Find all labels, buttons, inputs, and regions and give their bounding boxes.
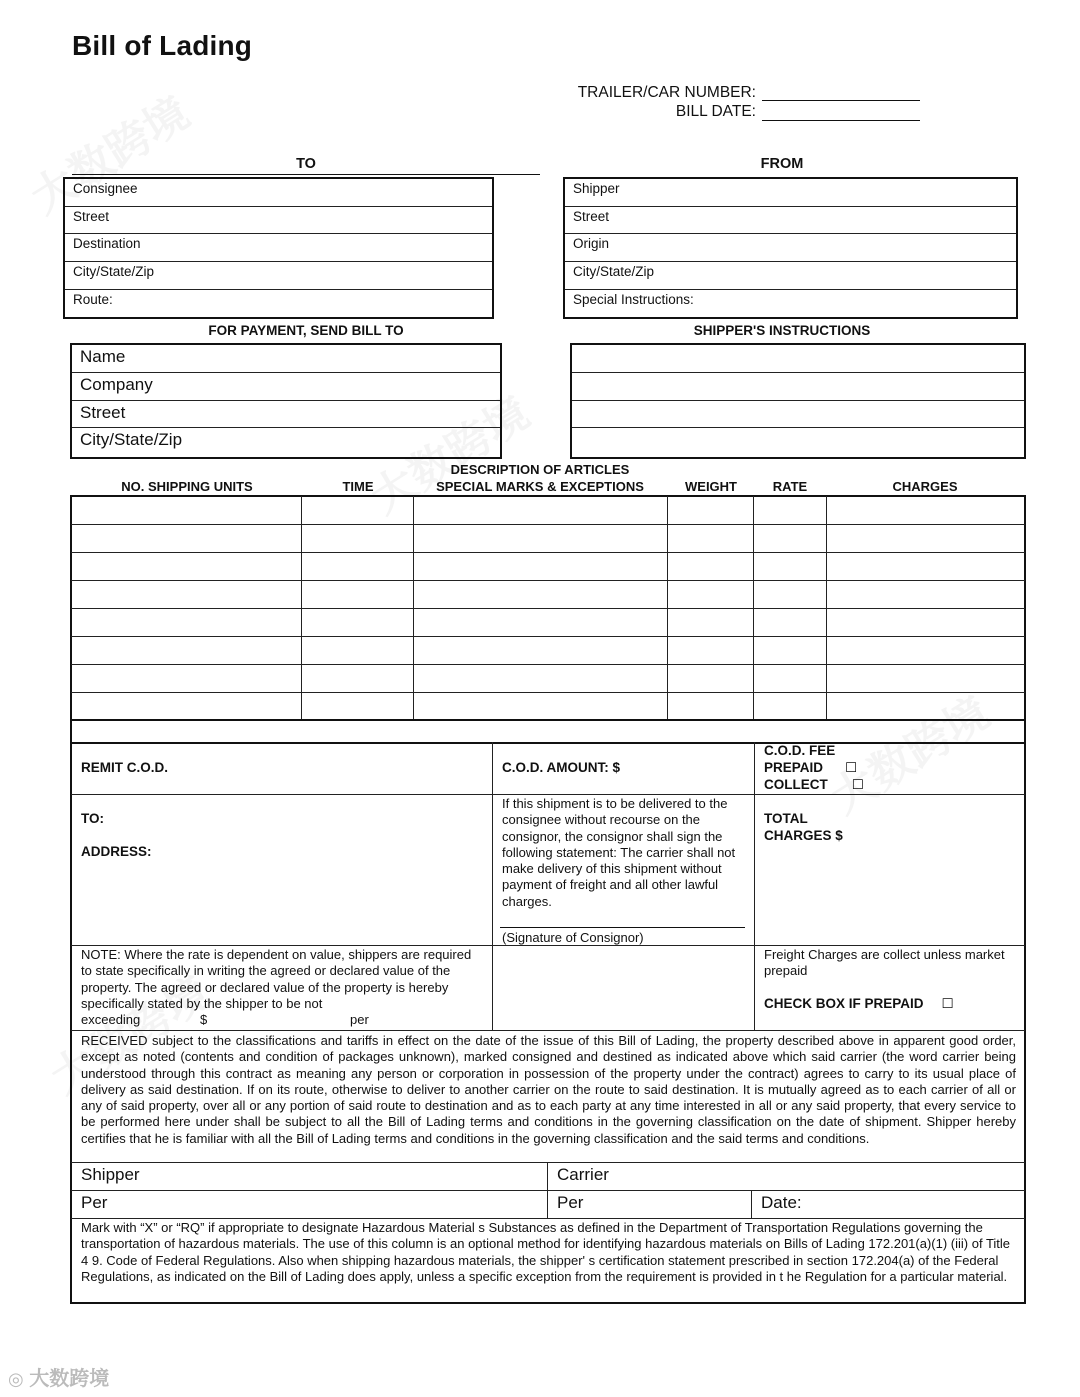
sign-date-field[interactable]: Date: [761,1193,802,1212]
collect-text: COLLECT [764,777,828,792]
instruction-line[interactable] [572,373,1024,401]
payment-name-field[interactable]: Name [72,345,500,373]
payment-box [70,343,502,459]
shipper-instructions-box[interactable] [570,343,1026,459]
remit-cod-label: REMIT C.O.D. [81,760,168,775]
col-description: DESCRIPTION OF ARTICLES [450,462,630,477]
table-row[interactable] [71,692,1025,693]
table-row[interactable] [71,664,1025,665]
cod-row-divider [71,794,1025,795]
table-divider [71,742,1025,744]
col-weight: WEIGHT [685,479,737,494]
payment-city-state-zip-field[interactable]: City/State/Zip [80,430,183,449]
col-shipping-units: NO. SHIPPING UNITS [121,479,253,494]
cod-amount-label: C.O.D. AMOUNT: $ [502,760,620,775]
col-divider [826,496,827,719]
table-row[interactable] [71,580,1025,581]
table-row[interactable] [71,552,1025,553]
signature-col-divider [751,1190,752,1218]
signature-col-divider [547,1162,548,1218]
cod-to-label: TO: [81,811,104,826]
col-special-marks: SPECIAL MARKS & EXCEPTIONS [436,479,644,494]
cod-prepaid-label [764,760,857,776]
footer-logo [8,1362,109,1391]
route-field[interactable]: Route: [73,292,113,307]
col-divider [667,496,668,719]
cod-divider [754,742,755,1030]
table-row[interactable] [71,608,1025,609]
table-row[interactable] [71,524,1025,525]
payment-street-field[interactable]: Street [72,401,500,428]
freight-charges-note: Freight Charges are collect unless market prepaid [764,947,1005,979]
col-divider [413,496,414,719]
from-box [563,177,1018,319]
sign-carrier-per-field[interactable]: Per [557,1193,584,1212]
instruction-line[interactable] [572,345,1024,373]
to-city-state-zip-field[interactable]: City/State/Zip [65,262,492,290]
special-instructions-field[interactable]: Special Instructions: [573,292,694,307]
cod-address-label: ADDRESS: [81,844,152,859]
col-divider [301,496,302,719]
trailer-number-label: TRAILER/CAR NUMBER: [577,84,756,101]
received-terms: RECEIVED subject to the classifications and tariffs in effect on the date of the issue of this Bill of Lading, the property described above in apparent good order, except as noted (contents and condition of packages unknown), marked consigned and destined as indicated above which said carrier (the word carrier being understood through this contract as meaning any person or corporation in possession of the property under the contract) agrees to carry to its usual place of delivery as said destination. If on its route, otherwise to deliver to another carrier on the route to said destination. It is mutually agreed as to each carrier of all or any of said property, over all or any portion of said route to destination and as to each party at any time interested in all or any said property, that every service to be performed here under shall be subject to all the Bill of Lading terms and conditions in the governing classification on the date of shipment. Shipper hereby certifies that he is familiar with all the Bill of Lading terms and conditions in the governing classification and the said terms and conditions. [81,1033,1016,1146]
logo-text: 大数跨境 [29,1368,110,1390]
hazmat-note: Mark with “X” or “RQ” if appropriate to designate Hazardous Material s Substances as defined in the Department of Transportation Regulations governing the transportation of hazardous materials. The use of this column is an optional method for identifying hazardous materials on Bills of Lading 172.201(a)(1) (iii) of Title 4 9. Code of Federal Regulations. Also when shipping hazardous materials, the shipper' s certification statement prescribed in section 172.204(a) of the Federal Regulations, as indicated on the Bill of Lading does apply, unless a specific exception from the requirement is provided in t he Regulation for a particular material. [81,1220,1011,1284]
shipper-instructions-heading: SHIPPER'S INSTRUCTIONS [693,323,871,338]
exceeding-dollar: $ [200,1012,208,1027]
consignee-field[interactable]: Consignee [65,179,492,207]
payment-company-field[interactable]: Company [72,373,500,401]
exceeding-label: exceeding [81,1012,141,1027]
col-charges: CHARGES [892,479,958,494]
cod-fee-label: C.O.D. FEE [764,743,836,758]
signature-row-divider [71,1190,1025,1191]
shipper-field[interactable]: Shipper [565,179,1016,207]
bill-date-label: BILL DATE: [675,103,756,120]
prepaid-final-checkbox[interactable]: ☐ [941,996,954,1011]
sign-shipper-per-field[interactable]: Per [81,1193,108,1212]
bill-date-field[interactable] [762,105,920,121]
check-box-prepaid-label [764,996,954,1012]
from-street-field[interactable]: Street [565,207,1016,234]
to-heading: TO [296,156,316,172]
from-heading: FROM [760,156,804,172]
collect-checkbox[interactable]: ☐ [851,777,864,792]
from-city-state-zip-field[interactable]: City/State/Zip [565,262,1016,290]
signature-row-divider [71,1162,1025,1163]
table-divider [71,719,1025,721]
prepaid-text: PREPAID [764,760,824,775]
declared-value-note: NOTE: Where the rate is dependent on value, shippers are required to state specifically in writing the agreed or declared value of the property. The agreed or declared value of the property is hereby specifically stated by the shipper to be not [81,947,472,1011]
to-heading-rule [72,174,540,175]
cod-collect-label [764,777,864,793]
table-row[interactable] [71,636,1025,637]
col-time: TIME [342,479,374,494]
total-charges-label: CHARGES $ [764,828,843,843]
instruction-line[interactable] [572,428,1024,456]
signature-line[interactable] [500,927,745,928]
exceeding-per: per [350,1012,369,1027]
signature-row-divider [71,1218,1025,1219]
cod-divider [492,742,493,1030]
col-rate: RATE [772,479,808,494]
to-box [63,177,494,319]
received-divider [71,1030,1025,1031]
logo-icon: ◎ [8,1369,24,1389]
total-label: TOTAL [764,811,808,826]
instruction-line[interactable] [572,401,1024,428]
consignor-statement: If this shipment is to be delivered to the consignee without recourse on the consignor, the consignor shall sign the following statement: The carrier shall not make delivery of this shipment without payment of freight and all other lawful charges. [502,796,736,909]
signature-of-consignor-label: (Signature of Consignor) [502,930,644,945]
payment-heading: FOR PAYMENT, SEND BILL TO [208,323,404,338]
prepaid-checkbox[interactable]: ☐ [845,760,858,775]
page-title: Bill of Lading [72,30,253,61]
sign-shipper-field[interactable]: Shipper [81,1165,140,1184]
origin-field[interactable]: Origin [565,234,1016,262]
to-street-field[interactable]: Street [65,207,492,234]
destination-field[interactable]: Destination [65,234,492,262]
col-divider [753,496,754,719]
sign-carrier-field[interactable]: Carrier [557,1165,609,1184]
trailer-number-field[interactable] [762,86,920,101]
check-prepaid-text: CHECK BOX IF PREPAID [764,996,924,1011]
